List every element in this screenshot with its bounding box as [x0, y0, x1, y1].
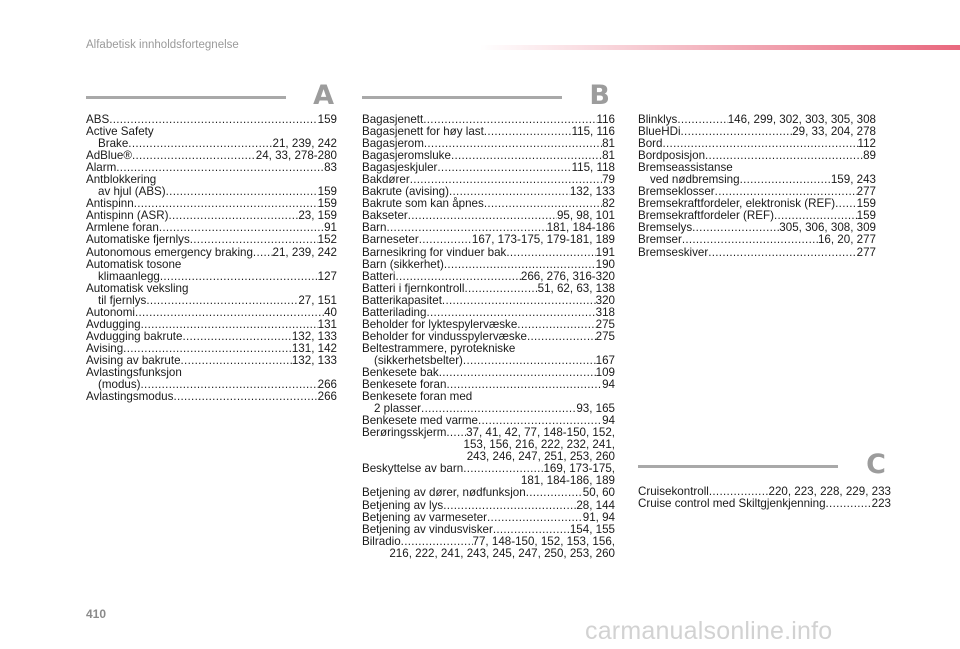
dot-leader — [173, 391, 317, 403]
dot-leader — [517, 319, 595, 331]
dot-leader — [160, 271, 318, 283]
index-entry-line — [362, 295, 615, 307]
index-entry-line — [362, 259, 615, 271]
index-term: Bakdører — [362, 173, 410, 187]
index-pages-continued: 243, 246, 247, 251, 253, 260 — [466, 450, 615, 464]
index-term: Batteri i fjernkontroll — [362, 281, 465, 295]
index-pages: 29, 33, 204, 278 — [792, 125, 876, 139]
dot-leader — [463, 355, 596, 367]
index-pages: 79 — [602, 173, 615, 187]
dot-leader — [740, 174, 831, 186]
index-term: til fjernlys — [98, 293, 147, 307]
index-term: Betjening av lys — [362, 498, 444, 512]
index-entry — [86, 367, 337, 391]
dot-leader — [182, 331, 291, 343]
index-term: Avdugging bakrute — [86, 329, 183, 343]
dot-leader — [835, 198, 857, 210]
index-entry-line — [638, 498, 891, 510]
index-pages: 91, 94 — [582, 510, 615, 524]
index-entry-line — [362, 247, 615, 259]
index-pages: 159 — [856, 209, 876, 223]
index-pages: 91 — [324, 221, 337, 235]
index-term: Bagasjerom — [362, 137, 424, 151]
index-term: Barneseter — [362, 233, 419, 247]
index-term: Avlastingsfunksjon — [86, 365, 182, 379]
index-term: Bremseklosser — [638, 185, 715, 199]
index-entry-line — [638, 126, 876, 138]
index-pages: 266 — [317, 390, 337, 404]
index-entry — [362, 427, 615, 463]
index-pages: 89 — [863, 149, 876, 163]
index-entry — [86, 174, 337, 198]
index-entry — [638, 126, 876, 138]
dot-leader — [464, 283, 537, 295]
dot-leader — [190, 234, 318, 246]
index-pages-continued: 216, 222, 241, 243, 245, 247, 250, 253, 260 — [389, 546, 615, 560]
index-pages: 266 — [317, 378, 337, 392]
index-entry — [362, 536, 615, 560]
index-term: Betjening av dører, nødfunksjon — [362, 486, 526, 500]
index-term: Benkesete foran med — [362, 390, 473, 404]
index-pages: 21, 239, 242 — [272, 245, 337, 259]
index-pages: 220, 223, 228, 229, 233 — [768, 485, 891, 498]
index-term: Benkesete med varme — [362, 414, 478, 428]
index-term: Benkesete foran — [362, 378, 447, 392]
index-pages: 115, 118 — [571, 161, 615, 175]
index-entry-line — [86, 307, 337, 319]
index-entry — [86, 259, 337, 283]
index-pages: 266, 276, 316-320 — [520, 269, 615, 283]
index-entry — [86, 247, 337, 259]
section-head-b — [362, 80, 610, 111]
index-term: Barnesikring for vinduer bak — [362, 245, 507, 259]
index-pages: 159 — [317, 185, 337, 199]
index-term: Bilradio — [362, 534, 401, 548]
index-term: (sikkerhetsbelter) — [374, 353, 463, 367]
index-pages: 167, 173-175, 179-181, 189 — [471, 233, 615, 247]
index-term: Active Safety — [86, 125, 154, 139]
index-pages: 115, 116 — [571, 125, 615, 139]
dot-leader — [419, 234, 472, 246]
index-pages: 223 — [871, 497, 891, 511]
index-term: Benkesete bak — [362, 365, 439, 379]
index-term: Bremsekraftfordeler (REF) — [638, 209, 774, 223]
dot-leader — [253, 247, 273, 259]
index-pages: 83 — [324, 161, 337, 175]
dot-leader — [493, 524, 570, 536]
index-pages: 82 — [602, 197, 615, 211]
section-letter: A — [313, 80, 334, 111]
dot-leader — [426, 307, 595, 319]
header-title: Alfabetisk innholdsfortegnelse — [86, 39, 239, 51]
index-term: Alarm — [86, 161, 117, 175]
dot-leader — [401, 536, 473, 548]
index-term: Batterikapasitet — [362, 293, 442, 307]
section-letter: C — [866, 449, 886, 480]
index-term: Bremsekraftfordeler, elektronisk (REF) — [638, 197, 836, 211]
index-entry-line — [362, 500, 615, 512]
dot-leader — [439, 367, 596, 379]
dot-leader — [527, 331, 596, 343]
index-pages: 277 — [856, 245, 876, 259]
index-term: Bakrute (avising) — [362, 185, 449, 199]
index-pages-continued: 181, 184-186, 189 — [520, 474, 615, 488]
index-pages: 154, 155 — [569, 522, 615, 536]
dot-leader — [708, 247, 856, 259]
index-entry-line — [362, 271, 615, 283]
index-entry-line — [362, 307, 615, 319]
index-pages: 159, 243 — [830, 173, 876, 187]
index-pages: 27, 151 — [298, 293, 337, 307]
index-term: Automatisk tosone — [86, 257, 182, 271]
index-term: 2 plasser — [374, 402, 422, 416]
index-pages: 77, 148-150, 152, 153, 156, — [472, 534, 615, 548]
index-pages: 24, 33, 278-280 — [255, 149, 337, 163]
index-pages: 109 — [595, 365, 615, 379]
index-term: Betjening av vindusvisker — [362, 522, 493, 536]
index-entry — [362, 307, 615, 319]
index-entry-line — [638, 234, 876, 246]
index-pages: 23, 159 — [298, 209, 337, 223]
index-term: Cruise control med Skiltgjenkjenning — [638, 497, 826, 511]
dot-leader — [826, 498, 872, 510]
index-pages: 275 — [595, 329, 615, 343]
index-pages: 146, 299, 302, 303, 305, 308 — [727, 113, 876, 126]
index-pages: 95, 98, 101 — [556, 209, 615, 223]
index-term: Autonomi — [86, 305, 135, 319]
dot-leader — [443, 500, 576, 512]
index-pages: 131, 142 — [291, 341, 337, 355]
index-entry — [362, 259, 615, 271]
index-column-b — [362, 114, 615, 560]
index-pages: 320 — [595, 293, 615, 307]
index-pages-continued: 153, 156, 216, 222, 232, 241, — [463, 438, 615, 452]
index-term: BlueHDi — [638, 125, 681, 139]
index-pages: 132, 133 — [291, 329, 337, 343]
index-term: Berøringsskjerm — [362, 426, 447, 440]
index-pages: 112 — [857, 137, 876, 151]
index-entry — [362, 295, 615, 307]
section-head-c — [638, 449, 886, 480]
page-number: 410 — [86, 607, 107, 621]
dot-leader — [506, 247, 595, 259]
watermark: carmanualsonline.info — [585, 617, 833, 645]
index-entry — [362, 343, 615, 367]
index-entry-line — [362, 536, 615, 548]
index-term: Bremser — [638, 233, 682, 247]
index-pages: 305, 306, 308, 309 — [779, 221, 876, 235]
index-pages: 152 — [317, 233, 337, 247]
index-pages: 93, 165 — [576, 402, 615, 416]
index-entry — [362, 391, 615, 415]
index-pages: 190 — [595, 257, 615, 271]
dot-leader — [128, 138, 272, 150]
index-pages: 21, 239, 242 — [272, 137, 337, 151]
index-pages: 275 — [595, 317, 615, 331]
index-pages: 159 — [856, 197, 876, 211]
dot-leader — [437, 162, 571, 174]
index-pages: 51, 62, 63, 138 — [537, 281, 615, 295]
index-pages: 50, 60 — [582, 486, 615, 500]
dot-leader — [146, 295, 298, 307]
index-entry — [638, 247, 876, 259]
dot-leader — [166, 186, 318, 198]
index-term: Antispinn (ASR) — [86, 209, 169, 223]
index-pages: 132, 133 — [569, 185, 615, 199]
index-entry-line — [362, 234, 615, 246]
index-term: Avdugging — [86, 317, 141, 331]
dot-leader — [442, 295, 596, 307]
dot-leader — [396, 271, 521, 283]
index-term: ABS — [86, 113, 110, 126]
index-pages: 159 — [317, 197, 337, 211]
index-term: Cruisekontroll — [638, 485, 709, 498]
index-term: ved nødbremsing — [650, 173, 740, 187]
index-pages: 167 — [595, 353, 615, 367]
index-term: Bordposisjon — [638, 149, 706, 163]
dot-leader — [526, 487, 583, 499]
index-term: Bagasjenett for høy last — [362, 125, 484, 139]
index-column-b-continued — [638, 114, 876, 259]
index-term: Autonomous emergency braking — [86, 245, 253, 259]
index-entry-line — [86, 247, 337, 259]
dot-leader — [677, 114, 727, 126]
index-term: Bremseassistanse — [638, 161, 733, 175]
index-entry-line — [86, 271, 337, 283]
index-entry — [638, 234, 876, 246]
index-term: Avising — [86, 341, 124, 355]
index-entry — [362, 283, 615, 295]
dot-leader — [484, 126, 572, 138]
index-term: Batteri — [362, 269, 396, 283]
index-term: AdBlue® — [86, 149, 132, 163]
header-accent-bar — [480, 45, 960, 50]
index-entry-line — [362, 487, 615, 499]
index-entry — [362, 271, 615, 283]
dot-leader — [487, 512, 583, 524]
index-column-a — [86, 114, 337, 403]
index-term: Antblokkering — [86, 173, 157, 187]
index-term: Bagasjeromsluke — [362, 149, 451, 163]
index-term: Avlastingsmodus — [86, 390, 174, 404]
index-term: Antispinn — [86, 197, 134, 211]
index-entry-line — [362, 283, 615, 295]
index-entry — [86, 307, 337, 319]
index-entry — [86, 283, 337, 307]
index-pages: 94 — [602, 414, 615, 428]
index-term: Betjening av varmeseter — [362, 510, 488, 524]
index-term: Armlene foran — [86, 221, 159, 235]
index-term: klimaanlegg — [98, 269, 160, 283]
index-pages: 159 — [317, 113, 337, 126]
index-term: Beholder for lyktespylervæske — [362, 317, 518, 331]
index-entry-line — [638, 247, 876, 259]
index-entry — [86, 234, 337, 246]
dot-leader — [444, 259, 596, 271]
index-entry — [362, 463, 615, 487]
index-term: av hjul (ABS) — [98, 185, 166, 199]
index-pages: 191 — [595, 245, 615, 259]
index-entry-line — [362, 524, 615, 536]
index-entry — [362, 500, 615, 512]
index-term: Beskyttelse av barn — [362, 462, 464, 476]
index-entry-line — [86, 391, 337, 403]
dot-leader — [181, 355, 292, 367]
index-pages: 40 — [324, 305, 337, 319]
index-pages: 277 — [856, 185, 876, 199]
section-letter: B — [589, 80, 610, 111]
index-term: Bremseskiver — [638, 245, 709, 259]
index-term: Bremselys — [638, 221, 693, 235]
index-term: Brake — [98, 137, 129, 151]
index-pages: 127 — [317, 269, 337, 283]
index-entry-line — [86, 234, 337, 246]
index-term: Bagasjeskjuler — [362, 161, 438, 175]
index-pages: 132, 133 — [291, 353, 337, 367]
index-term: Automatisk veksling — [86, 281, 189, 295]
index-term: Barn — [362, 221, 387, 235]
index-pages: 28, 144 — [576, 498, 615, 512]
index-pages: 81 — [602, 149, 615, 163]
index-pages: 94 — [602, 378, 615, 392]
index-term: Beholder for vindusspylervæske — [362, 329, 527, 343]
index-term: (modus) — [98, 378, 141, 392]
index-entry — [86, 150, 337, 162]
index-entry — [638, 162, 876, 186]
index-pages: 37, 41, 42, 77, 148-150, 152, — [466, 426, 615, 440]
section-rule — [86, 96, 286, 99]
index-entry — [86, 391, 337, 403]
index-pages: 116 — [596, 113, 615, 126]
index-entry-line — [86, 150, 337, 162]
index-term: Barn (sikkerhet) — [362, 257, 444, 271]
dot-leader — [681, 126, 793, 138]
index-pages: 318 — [595, 305, 615, 319]
index-entry-line — [362, 512, 615, 524]
dot-leader — [132, 150, 256, 162]
index-entry — [362, 524, 615, 536]
index-term: Beltestrammere, pyrotekniske — [362, 341, 516, 355]
index-term: Bakrute som kan åpnes — [362, 197, 484, 211]
index-column-c — [638, 486, 891, 510]
index-pages: 81 — [602, 137, 615, 151]
index-entry — [362, 247, 615, 259]
index-term: Bakseter — [362, 209, 408, 223]
index-term: Bord — [638, 137, 663, 151]
index-entry — [86, 126, 337, 150]
index-entry — [362, 234, 615, 246]
section-rule — [638, 465, 838, 468]
index-term: Batterilading — [362, 305, 427, 319]
index-entry — [362, 512, 615, 524]
index-pages: 169, 173-175, — [543, 462, 615, 476]
index-entry-line — [86, 295, 337, 307]
index-term: Bagasjenett — [362, 113, 424, 126]
section-rule — [362, 96, 562, 99]
index-pages: 131 — [317, 317, 337, 331]
dot-leader — [682, 234, 818, 246]
section-head-a — [86, 80, 334, 111]
dot-leader — [135, 307, 324, 319]
dot-leader — [692, 222, 779, 234]
index-term: Automatiske fjernlys — [86, 233, 190, 247]
dot-leader — [168, 210, 298, 222]
index-entry — [638, 498, 891, 510]
dot-leader — [408, 210, 557, 222]
index-term: Avising av bakrute — [86, 353, 181, 367]
index-pages: 16, 20, 277 — [817, 233, 876, 247]
index-pages: 181, 184-186 — [546, 221, 615, 235]
index-entry — [362, 487, 615, 499]
index-term: Blinklys — [638, 113, 678, 126]
